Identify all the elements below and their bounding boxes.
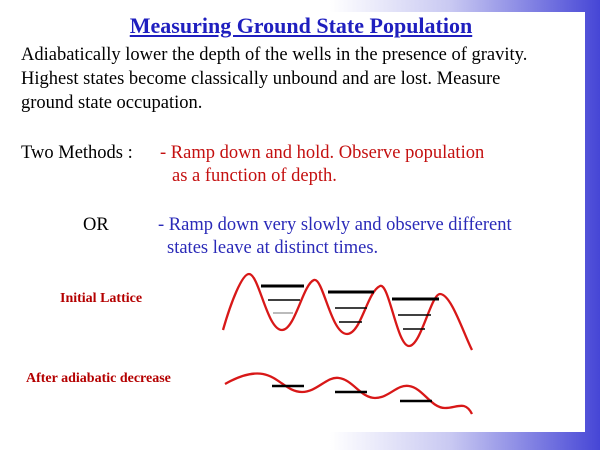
intro-line-1: Adiabatically lower the depth of the wells in the presence of gravity. bbox=[21, 45, 528, 65]
or-label: OR bbox=[83, 215, 109, 235]
method2-line-2: states leave at distinct times. bbox=[167, 238, 379, 258]
method1-line-1: - Ramp down and hold. Observe population bbox=[160, 143, 485, 163]
methods-label: Two Methods : bbox=[21, 143, 133, 163]
intro-line-3: ground state occupation. bbox=[21, 93, 203, 113]
method2-line-1: - Ramp down very slowly and observe different bbox=[158, 215, 512, 235]
after-decrease-curve bbox=[225, 373, 472, 414]
intro-line-2: Highest states become classically unbound and are lost. Measure bbox=[21, 69, 501, 89]
lattice-diagram bbox=[17, 12, 585, 432]
initial-lattice-label: Initial Lattice bbox=[60, 291, 143, 306]
page-title: Measuring Ground State Population bbox=[129, 13, 473, 38]
slide-panel bbox=[17, 12, 585, 432]
initial-lattice-curve bbox=[223, 274, 472, 350]
method1-line-2: as a function of depth. bbox=[172, 166, 337, 186]
after-decrease-label: After adiabatic decrease bbox=[26, 372, 171, 386]
